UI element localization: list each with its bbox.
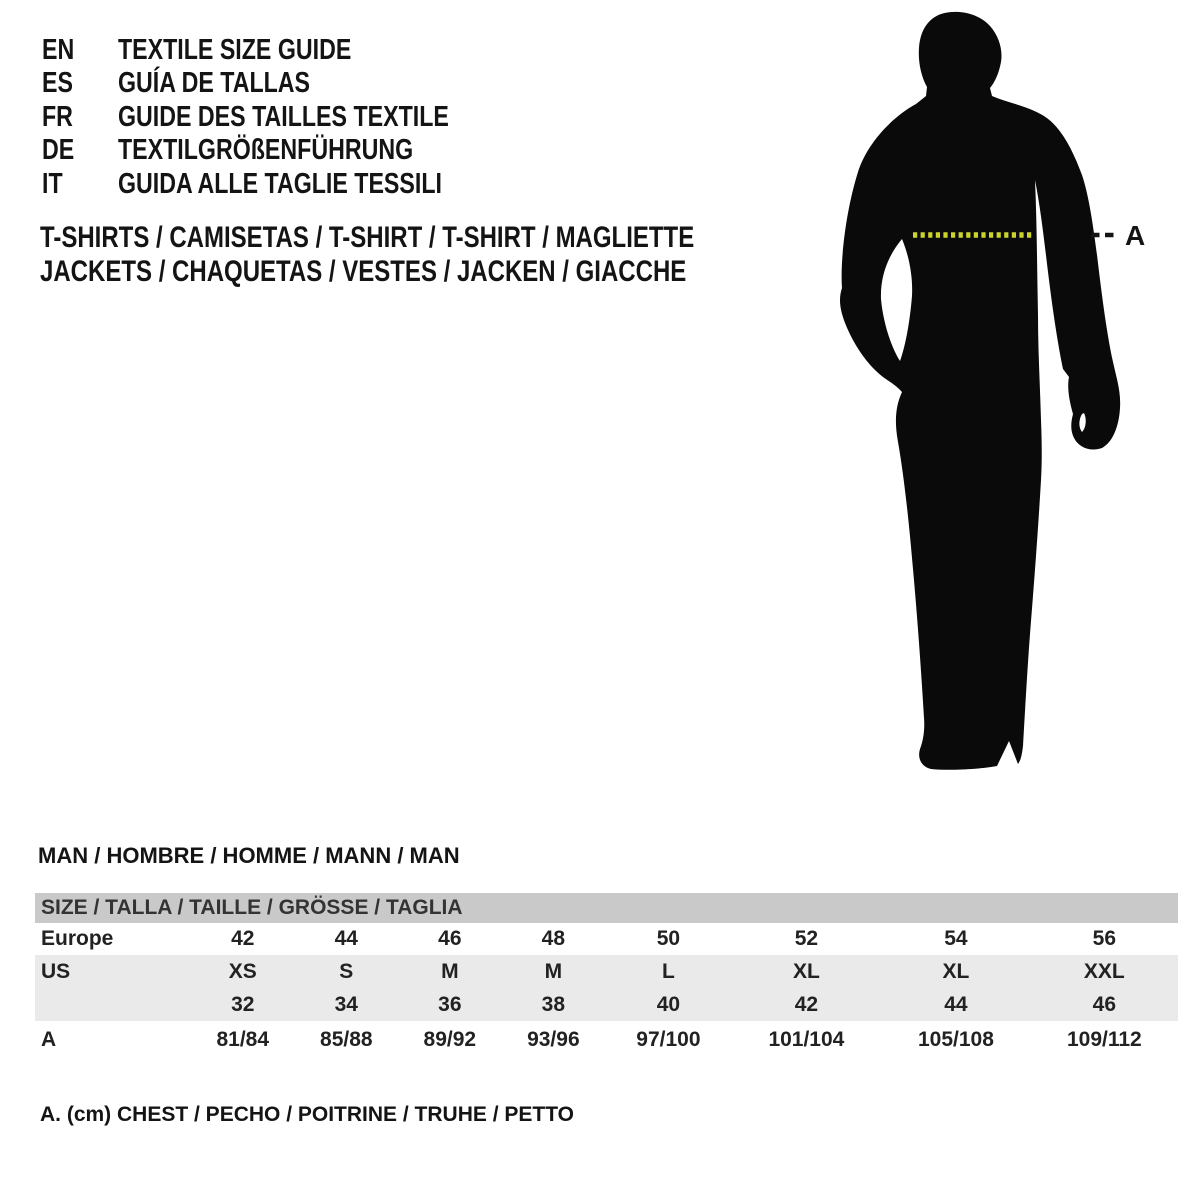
language-code: ES — [42, 67, 73, 100]
size-table-header: SIZE / TALLA / TAILLE / GRÖSSE / TAGLIA — [35, 893, 1178, 923]
size-value: 93/96 — [527, 1027, 580, 1051]
size-value: 44 — [881, 988, 1031, 1021]
language-row — [42, 134, 532, 167]
man-silhouette-figure — [820, 0, 1200, 800]
language-row — [42, 67, 532, 100]
language-row — [42, 101, 532, 134]
table-row-chest — [35, 1021, 1178, 1058]
section-title-man: MAN / HOMBRE / HOMME / MANN / MAN — [38, 843, 460, 868]
row-label: A — [41, 1027, 57, 1051]
category-line: JACKETS / CHAQUETAS / VESTES / JACKEN / GIACCHE — [40, 254, 687, 288]
size-value: M — [398, 955, 502, 988]
size-value: 56 — [1092, 927, 1117, 950]
language-code: FR — [42, 100, 73, 133]
size-value: 50 — [656, 927, 681, 950]
language-code: IT — [42, 167, 63, 200]
size-value: 46 — [438, 927, 462, 950]
category-line: T-SHIRTS / CAMISETAS / T-SHIRT / T-SHIRT / MAGLIETTE — [40, 221, 695, 254]
size-value: 109/112 — [1066, 1027, 1142, 1051]
size-value: XL — [881, 955, 1031, 988]
language-title: GUIDE DES TAILLES TEXTILE — [118, 100, 449, 133]
row-label: Europe — [41, 927, 114, 950]
size-value: 42 — [732, 988, 882, 1021]
size-value: 85/88 — [320, 1027, 373, 1051]
size-value: 32 — [191, 988, 295, 1021]
language-row — [42, 34, 532, 67]
size-value: M — [502, 955, 606, 988]
size-value: 46 — [1031, 988, 1178, 1021]
table-header-row — [35, 893, 1178, 923]
size-value: 38 — [502, 988, 606, 1021]
size-value: 81/84 — [216, 1027, 270, 1051]
size-value: 54 — [944, 927, 968, 950]
size-value: 97/100 — [636, 1027, 701, 1051]
man-silhouette — [840, 12, 1120, 770]
table-row-us — [35, 955, 1178, 988]
row-label — [35, 988, 191, 1021]
size-value: 105/108 — [917, 1027, 994, 1051]
size-value: 52 — [794, 927, 819, 950]
language-code: DE — [42, 134, 75, 167]
size-value: 48 — [541, 927, 566, 950]
size-value: L — [605, 955, 732, 988]
size-value: XL — [732, 955, 882, 988]
size-value: 40 — [605, 988, 732, 1021]
table-row-numeric — [35, 988, 1178, 1021]
language-title: GUÍA DE TALLAS — [118, 67, 311, 100]
measurement-legend: A. (cm) CHEST / PECHO / POITRINE / TRUHE / PETTO — [40, 1103, 575, 1126]
language-title: TEXTILGRÖßENFÜHRUNG — [118, 134, 414, 167]
language-title: GUIDA ALLE TAGLIE TESSILI — [118, 167, 442, 200]
size-value: 34 — [295, 988, 399, 1021]
language-title: TEXTILE SIZE GUIDE — [118, 34, 352, 66]
language-row — [42, 168, 532, 201]
size-value: 36 — [398, 988, 502, 1021]
size-value: 101/104 — [768, 1027, 845, 1051]
language-list — [42, 34, 532, 201]
category-lines — [40, 221, 858, 288]
table-row-europe — [35, 923, 1178, 955]
size-value: XS — [191, 955, 295, 988]
size-value: 42 — [231, 927, 255, 950]
size-value: S — [295, 955, 399, 988]
row-label: US — [35, 955, 191, 988]
measure-label-a: A — [1125, 220, 1146, 251]
size-value: XXL — [1031, 955, 1178, 988]
size-value: 44 — [334, 927, 358, 950]
language-code: EN — [42, 34, 75, 66]
size-table — [35, 893, 1178, 1058]
size-value: 89/92 — [423, 1027, 477, 1051]
